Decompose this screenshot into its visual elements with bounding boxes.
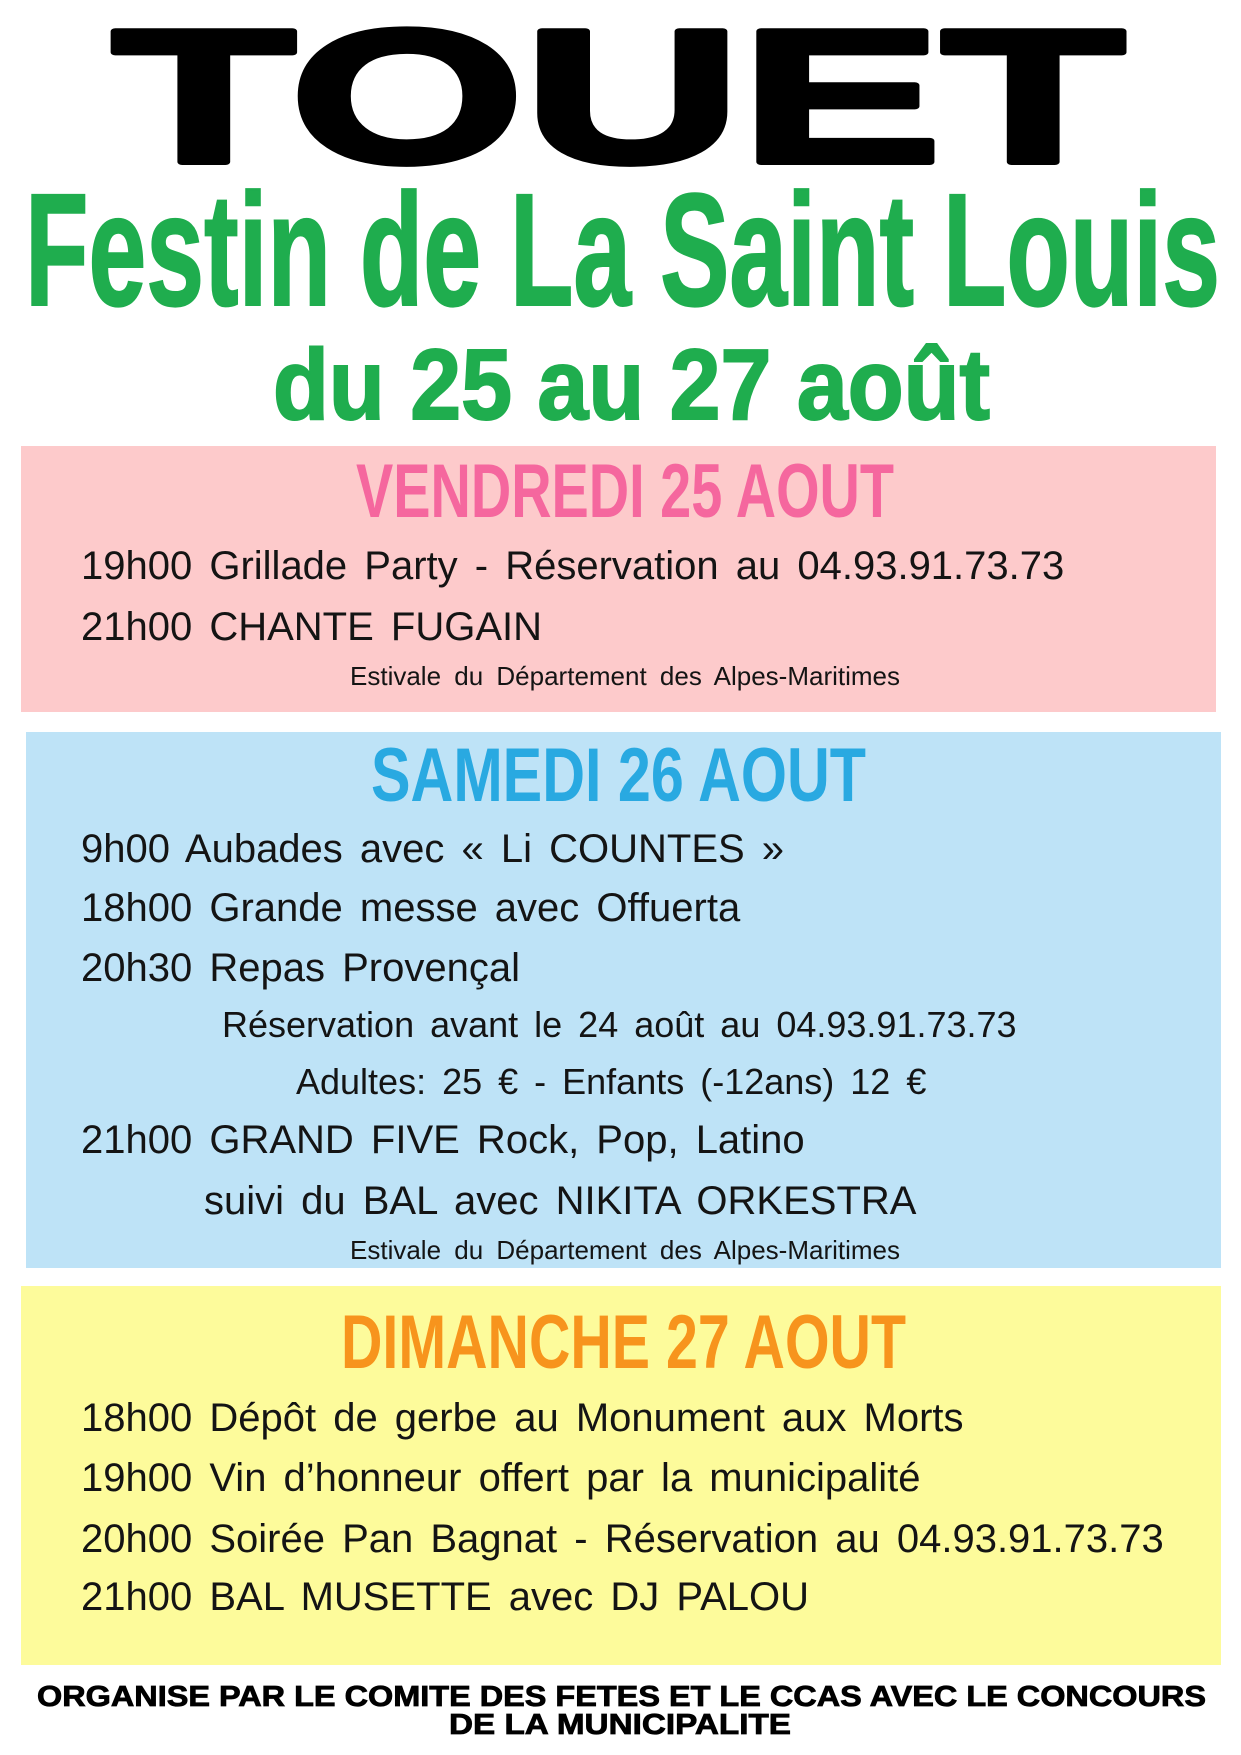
saturday-dinner-reservation: Réservation avant le 24 août au 04.93.91.73.73 [222,1004,1017,1045]
sunday-event-wreath: 18h00 Dépôt de gerbe au Monument aux Morts [81,1396,964,1440]
sunday-event-ball: 21h00 BAL MUSETTE avec DJ PALOU [81,1575,810,1619]
saturday-sponsor-note: Estivale du Département des Alpes-Maritimes [350,1235,901,1265]
sunday-event-reception: 19h00 Vin d’honneur offert par la municipalité [81,1456,921,1500]
saturday-event-dinner: 20h30 Repas Provençal [81,946,520,990]
saturday-heading-graphic [26,732,1221,827]
friday-section [21,446,1216,712]
saturday-event-mass: 18h00 Grande messe avec Offuerta [81,886,741,930]
sunday-heading-graphic [21,1286,1221,1391]
festival-dates: du 25 au 27 août [273,329,990,440]
friday-sponsor-note: Estivale du Département des Alpes-Maritimes [350,661,901,691]
friday-event-grillade: 19h00 Grillade Party - Réservation au 04.93.91.73.73 [81,544,1065,588]
poster-header [0,0,1241,440]
saturday-dinner-prices: Adultes: 25 € - Enfants (-12ans) 12 € [296,1061,927,1102]
footer-organizers-line1: ORGANISE PAR LE COMITE DES FETES ET LE CCAS AVEC LE CONCOURS [37,1681,1206,1713]
sunday-heading: DIMANCHE 27 AOUT [341,1300,906,1385]
footer-organizers-line2: DE LA MUNICIPALITE [449,1709,791,1741]
sunday-section [21,1286,1221,1665]
friday-heading: VENDREDI 25 AOUT [356,449,894,534]
sunday-event-pan-bagnat: 20h00 Soirée Pan Bagnat - Réservation au 04.93.91.73.73 [81,1517,1164,1561]
friday-event-concert: 21h00 CHANTE FUGAIN [81,605,543,649]
festival-title: Festin de La Saint Louis [25,160,1220,339]
saturday-event-aubades: 9h00 Aubades avec « Li COUNTES » [81,827,785,871]
saturday-section [26,732,1221,1268]
friday-heading-graphic [21,446,1216,541]
saturday-event-concert: 21h00 GRAND FIVE Rock, Pop, Latino [81,1118,805,1162]
saturday-heading: SAMEDI 26 AOUT [371,733,866,818]
poster-footer [0,1680,1241,1755]
saturday-event-ball: suivi du BAL avec NIKITA ORKESTRA [204,1179,917,1223]
town-title: TOUET [112,0,1125,203]
